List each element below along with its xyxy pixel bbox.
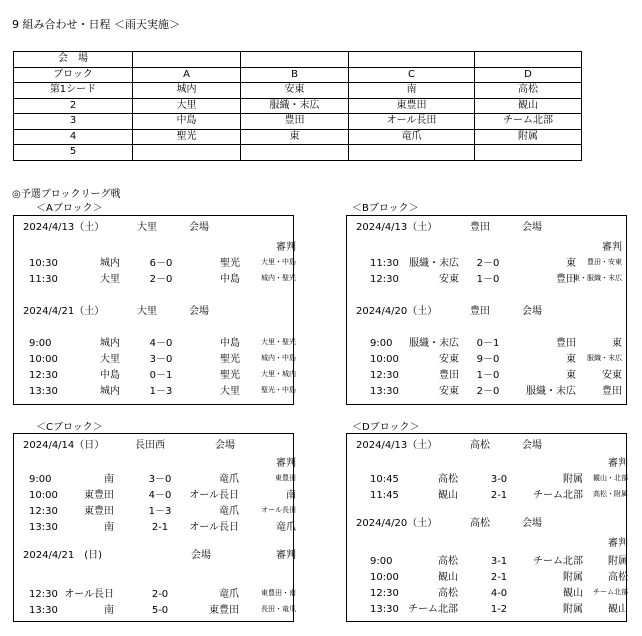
match-score: 2-1 (490, 490, 508, 501)
bracket-cell (241, 52, 349, 68)
match-referee: 大里・城内 (261, 370, 296, 378)
match-score: 2-0 (151, 589, 169, 600)
block-b-label: ＜Bブロック＞ (352, 203, 419, 214)
team-away: 豊田 (556, 338, 576, 349)
match-time: 12:30 (370, 588, 399, 599)
match-date: 2024/4/20（土） (356, 518, 438, 529)
match-date: 2024/4/20（土） (356, 306, 438, 317)
referee-label: 審判 (276, 242, 296, 253)
match-referee: 城内・聖光 (261, 274, 296, 282)
match-referee: 豊田・安東 (587, 258, 622, 266)
match-time: 12:30 (29, 506, 58, 517)
match-time: 11:30 (29, 274, 58, 285)
bracket-cell: 5 (14, 145, 133, 161)
match-score: 3－0 (149, 354, 173, 365)
bracket-cell: 附属 (475, 129, 582, 145)
match-score: 3-1 (490, 556, 508, 567)
venue-name: 大里 (137, 306, 157, 317)
team-away: 中島 (220, 338, 240, 349)
match-score: 2－0 (476, 258, 500, 269)
referee-label: 審判 (602, 242, 622, 253)
bracket-cell: 南 (349, 83, 475, 99)
match-referee: 高松 (608, 572, 628, 583)
match-date: 2024/4/14（日） (23, 440, 105, 451)
referee-label: 審判 (276, 458, 296, 469)
venue-name: 長田西 (135, 440, 165, 451)
bracket-cell (349, 145, 475, 161)
bracket-row (14, 83, 582, 99)
venue-label: 会場 (522, 518, 542, 529)
team-home: オール長日 (64, 589, 114, 600)
team-home: 南 (104, 605, 114, 616)
bracket-cell: D (475, 67, 582, 83)
match-referee: 豊田 (602, 386, 622, 397)
team-away: 附属 (563, 474, 583, 485)
referee-label: 審判 (276, 550, 296, 561)
team-away: 竜爪 (219, 506, 239, 517)
team-home: 観山 (438, 572, 458, 583)
match-referee: 大里・中島 (261, 258, 296, 266)
team-home: 観山 (438, 490, 458, 501)
match-time: 9:00 (370, 556, 393, 567)
team-away: 聖光 (220, 354, 240, 365)
team-away: 竜爪 (219, 474, 239, 485)
match-time: 9:00 (370, 338, 393, 349)
venue-label: 会場 (522, 222, 542, 233)
team-home: チーム北部 (408, 604, 458, 615)
team-away: オール長日 (189, 522, 239, 533)
page-title: 9 組み合わせ・日程 ＜雨天実施＞ (12, 18, 180, 31)
match-score: 1－0 (476, 274, 500, 285)
bracket-row (14, 98, 582, 114)
venue-label: 会場 (522, 440, 542, 451)
match-score: 1－0 (476, 370, 500, 381)
match-date: 2024/4/13（土） (23, 222, 105, 233)
match-date: 2024/4/13（土） (356, 222, 438, 233)
team-away: 附属 (563, 604, 583, 615)
match-referee: 大里・聖光 (261, 338, 296, 346)
team-home: 高松 (438, 588, 458, 599)
bracket-row (14, 129, 582, 145)
match-date: 2024/4/13（土） (356, 440, 438, 451)
team-home: 服織・末広 (409, 338, 459, 349)
match-score: 4－0 (149, 338, 173, 349)
team-away: オール長日 (189, 490, 239, 501)
match-date: 2024/4/21（土） (23, 306, 105, 317)
venue-label: 会場 (189, 222, 209, 233)
match-score: 0－1 (476, 338, 500, 349)
match-referee: 城内・中島 (261, 354, 296, 362)
team-home: 城内 (100, 258, 120, 269)
match-referee: 長田・竜爪 (261, 605, 296, 613)
match-time: 10:00 (370, 354, 399, 365)
bracket-cell: 服織・末広 (241, 98, 349, 114)
match-referee: 東豊田・南 (261, 589, 296, 597)
bracket-cell: 4 (14, 129, 133, 145)
team-home: 南 (104, 474, 114, 485)
team-home: 安東 (439, 354, 459, 365)
match-time: 12:30 (370, 370, 399, 381)
team-home: 東豊田 (84, 490, 114, 501)
match-score: 9－0 (476, 354, 500, 365)
team-home: 高松 (438, 556, 458, 567)
team-away: 大里 (220, 386, 240, 397)
referee-label: 審判 (608, 458, 628, 469)
team-away: チーム北部 (533, 556, 583, 567)
venue-label: 会場 (191, 550, 211, 561)
match-referee: 聖光・中島 (261, 386, 296, 394)
team-away: 服織・末広 (526, 386, 576, 397)
match-referee: 南 (286, 490, 296, 501)
team-home: 城内 (100, 386, 120, 397)
venue-label: 会場 (215, 440, 235, 451)
team-away: 観山 (563, 588, 583, 599)
bracket-cell: A (133, 67, 241, 83)
match-referee: 附属 (608, 556, 628, 567)
match-referee: オール長田 (261, 506, 296, 514)
match-time: 11:45 (370, 490, 399, 501)
match-score: 1－3 (149, 386, 173, 397)
team-home: 服織・末広 (409, 258, 459, 269)
bracket-cell: 東豊田 (349, 98, 475, 114)
match-referee: 観山 (608, 604, 628, 615)
team-home: 南 (104, 522, 114, 533)
team-away: 東豊田 (209, 605, 239, 616)
team-away: 聖光 (220, 258, 240, 269)
bracket-cell: 第1シード (14, 83, 133, 99)
team-away: 東 (566, 354, 576, 365)
bracket-cell: 中島 (133, 114, 241, 130)
team-away: 聖光 (220, 370, 240, 381)
match-referee: 東・服織・末広 (573, 274, 622, 282)
bracket-cell: 会 場 (14, 52, 133, 68)
match-referee: 東豊田 (275, 474, 296, 482)
match-referee: チーム北部 (593, 588, 628, 596)
bracket-cell: 高松 (475, 83, 582, 99)
match-score: 0－1 (149, 370, 173, 381)
match-time: 13:30 (29, 522, 58, 533)
match-score: 2－0 (149, 274, 173, 285)
team-home: 安東 (439, 274, 459, 285)
bracket-cell: 2 (14, 98, 133, 114)
bracket-row (14, 114, 582, 130)
venue-name: 豊田 (470, 222, 490, 233)
team-home: 中島 (100, 370, 120, 381)
bracket-cell: 観山 (475, 98, 582, 114)
match-time: 10:30 (29, 258, 58, 269)
block-a-label: ＜Aブロック＞ (36, 203, 103, 214)
team-home: 安東 (439, 386, 459, 397)
team-away: 東 (566, 370, 576, 381)
match-time: 11:30 (370, 258, 399, 269)
bracket-cell (241, 145, 349, 161)
match-score: 5-0 (151, 605, 169, 616)
team-away: 竜爪 (219, 589, 239, 600)
match-referee: 竜爪 (276, 522, 296, 533)
bracket-cell: オール長田 (349, 114, 475, 130)
bracket-cell: B (241, 67, 349, 83)
venue-label: 会場 (522, 306, 542, 317)
team-away: 中島 (220, 274, 240, 285)
match-score: 2-1 (151, 522, 169, 533)
bracket-cell (349, 52, 475, 68)
bracket-cell (475, 52, 582, 68)
match-time: 9:00 (29, 474, 52, 485)
bracket-table (13, 51, 582, 161)
match-time: 10:00 (29, 354, 58, 365)
match-referee: 東 (612, 338, 622, 349)
section-title: ◎予選ブロックリーグ戦 (12, 189, 121, 200)
referee-label: 審判 (608, 538, 628, 549)
bracket-cell (133, 52, 241, 68)
match-date: 2024/4/21 (日) (23, 550, 103, 561)
bracket-cell: 安東 (241, 83, 349, 99)
bracket-cell (133, 145, 241, 161)
match-score: 2-1 (490, 572, 508, 583)
bracket-row (14, 67, 582, 83)
match-time: 10:45 (370, 474, 399, 485)
bracket-cell: C (349, 67, 475, 83)
match-time: 13:30 (29, 605, 58, 616)
team-home: 大里 (100, 354, 120, 365)
bracket-cell: 東 (241, 129, 349, 145)
match-score: 6－0 (149, 258, 173, 269)
venue-name: 大里 (137, 222, 157, 233)
team-away: 附属 (563, 572, 583, 583)
match-referee: 安東 (602, 370, 622, 381)
bracket-cell (475, 145, 582, 161)
match-time: 12:30 (29, 370, 58, 381)
team-away: 豊田 (556, 274, 576, 285)
match-referee: 高松・附属 (593, 490, 628, 498)
venue-name: 高松 (470, 518, 490, 529)
venue-label: 会場 (189, 306, 209, 317)
match-time: 13:30 (29, 386, 58, 397)
team-away: チーム北部 (533, 490, 583, 501)
match-time: 13:30 (370, 604, 399, 615)
bracket-cell: 大里 (133, 98, 241, 114)
team-home: 豊田 (439, 370, 459, 381)
bracket-cell: ブロック (14, 67, 133, 83)
bracket-cell: 城内 (133, 83, 241, 99)
match-time: 12:30 (370, 274, 399, 285)
team-home: 東豊田 (84, 506, 114, 517)
bracket-cell: 聖光 (133, 129, 241, 145)
bracket-cell: チーム北部 (475, 114, 582, 130)
match-referee: 観山・北部 (593, 474, 628, 482)
match-score: 3-0 (490, 474, 508, 485)
bracket-row (14, 52, 582, 68)
match-score: 1－3 (148, 506, 172, 517)
match-time: 12:30 (29, 589, 58, 600)
block-d-label: ＜Dブロック＞ (352, 422, 420, 433)
match-time: 10:00 (370, 572, 399, 583)
venue-name: 高松 (470, 440, 490, 451)
team-home: 大里 (100, 274, 120, 285)
bracket-cell: 豊田 (241, 114, 349, 130)
match-score: 2－0 (476, 386, 500, 397)
match-time: 13:30 (370, 386, 399, 397)
team-home: 高松 (438, 474, 458, 485)
match-referee: 服織・末広 (587, 354, 622, 362)
venue-name: 豊田 (470, 306, 490, 317)
team-away: 東 (566, 258, 576, 269)
bracket-cell: 竜爪 (349, 129, 475, 145)
match-score: 1-2 (490, 604, 508, 615)
block-c-label: ＜Cブロック＞ (36, 422, 103, 433)
match-score: 4-0 (490, 588, 508, 599)
team-home: 城内 (100, 338, 120, 349)
match-time: 10:00 (29, 490, 58, 501)
match-time: 9:00 (29, 338, 52, 349)
match-score: 4－0 (148, 490, 172, 501)
match-score: 3－0 (148, 474, 172, 485)
bracket-cell: 3 (14, 114, 133, 130)
bracket-row (14, 145, 582, 161)
